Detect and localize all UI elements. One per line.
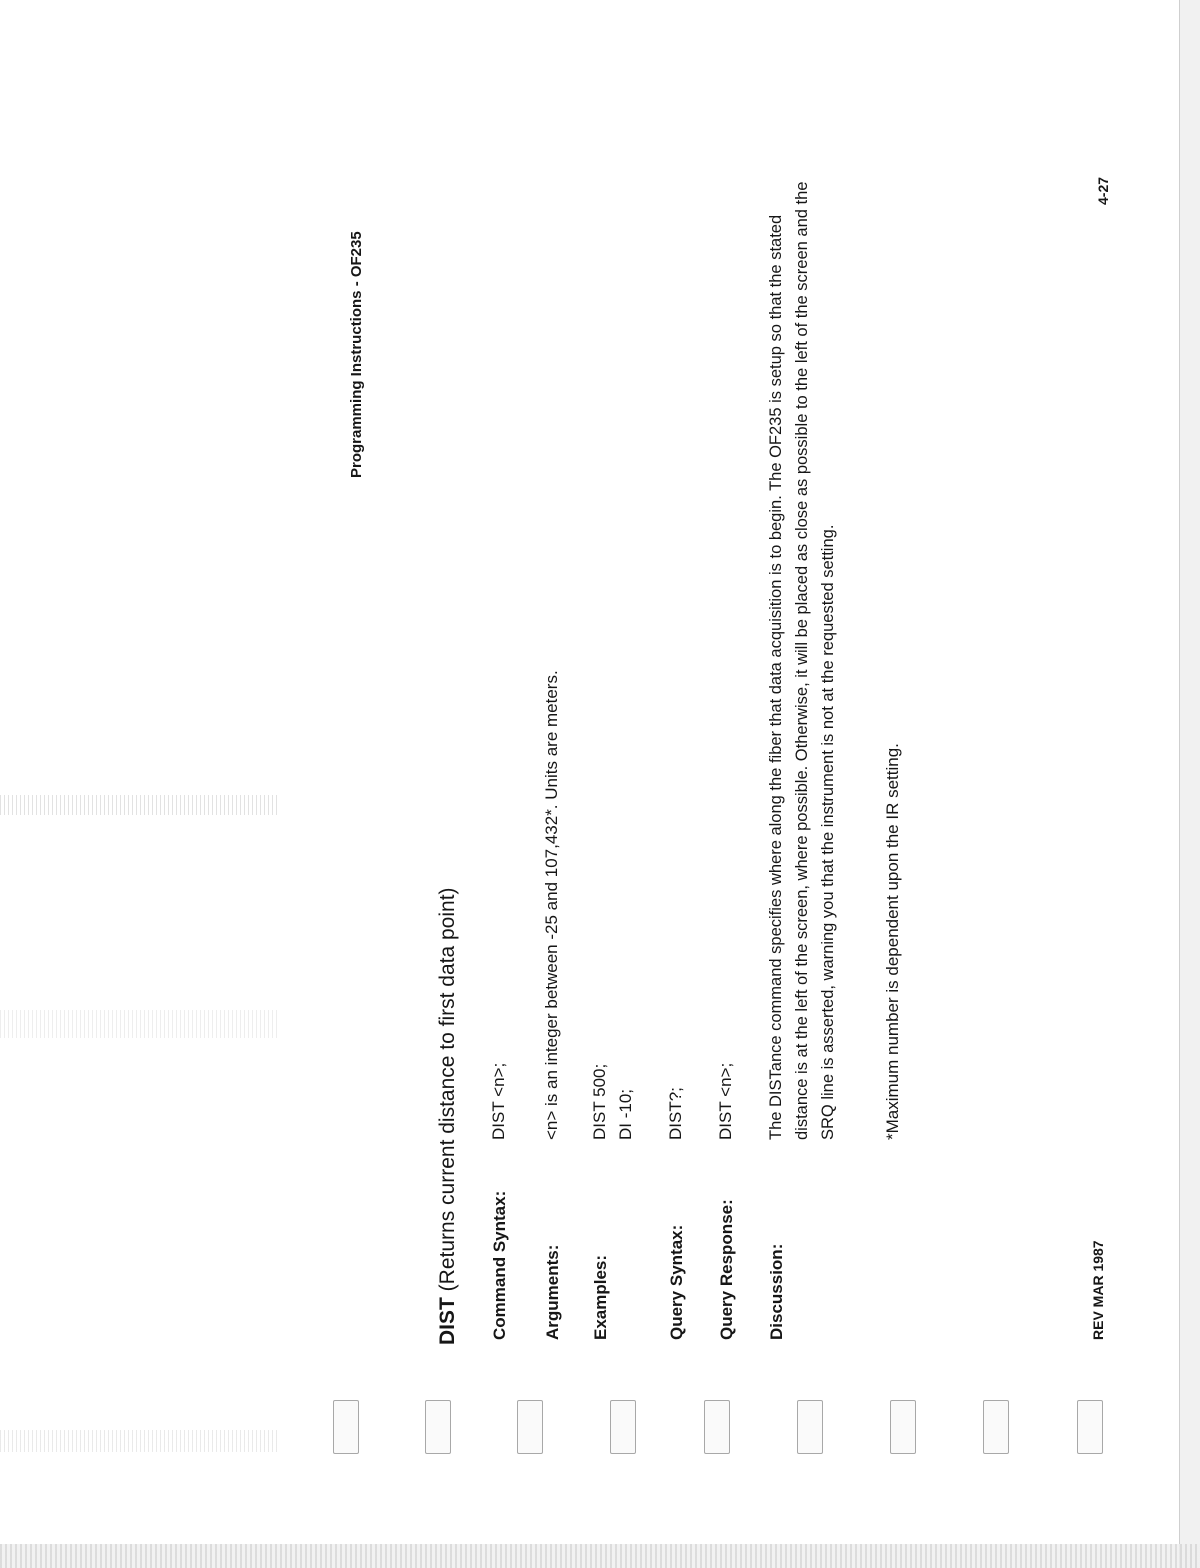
page-number: 4-27 — [1095, 176, 1111, 205]
command-syntax-label: Command Syntax: — [490, 1190, 509, 1340]
arguments-label: Arguments: — [543, 1244, 562, 1340]
command-description: (Returns current distance to first data point) — [436, 887, 459, 1292]
revision-date: REV MAR 1987 — [1090, 1240, 1106, 1340]
arguments-value: <n> is an integer between -25 and 107,432*. Units are meters. — [542, 670, 561, 1140]
examples-label: Examples: — [591, 1254, 610, 1340]
punch-hole — [333, 1400, 359, 1454]
discussion-text: The DISTance command specifies where along the fiber that data acquisition is to begin. The OF235 is setup so that the stated distance is at the left of the screen, where possible. Otherwise, it will be placed as close as possible to the left of the screen and the SRQ line is asserted, warning you that the instrument is not at the requested setting. — [767, 181, 837, 1140]
examples-value-2: DI -10; — [616, 1088, 635, 1140]
query-response-label: Query Response: — [717, 1199, 736, 1340]
discussion-label: Discussion: — [767, 1243, 786, 1340]
punch-hole — [704, 1400, 730, 1454]
punch-hole — [517, 1400, 543, 1454]
command-name: DIST — [436, 1297, 459, 1345]
punch-hole — [425, 1400, 451, 1454]
punch-hole — [1077, 1400, 1103, 1454]
query-response-value: DIST <n>; — [716, 1062, 735, 1140]
command-title — [436, 887, 460, 1345]
page-header: Programming Instructions - OF235 — [348, 231, 365, 478]
query-syntax-label: Query Syntax: — [667, 1224, 686, 1340]
footnote: *Maximum number is dependent upon the IR setting. — [883, 743, 902, 1140]
query-syntax-value: DIST?; — [666, 1087, 685, 1140]
punch-hole — [890, 1400, 916, 1454]
punch-hole — [983, 1400, 1009, 1454]
punch-hole — [610, 1400, 636, 1454]
punch-hole — [797, 1400, 823, 1454]
examples-value-1: DIST 500; — [590, 1063, 609, 1140]
command-syntax-value: DIST <n>; — [489, 1062, 508, 1140]
